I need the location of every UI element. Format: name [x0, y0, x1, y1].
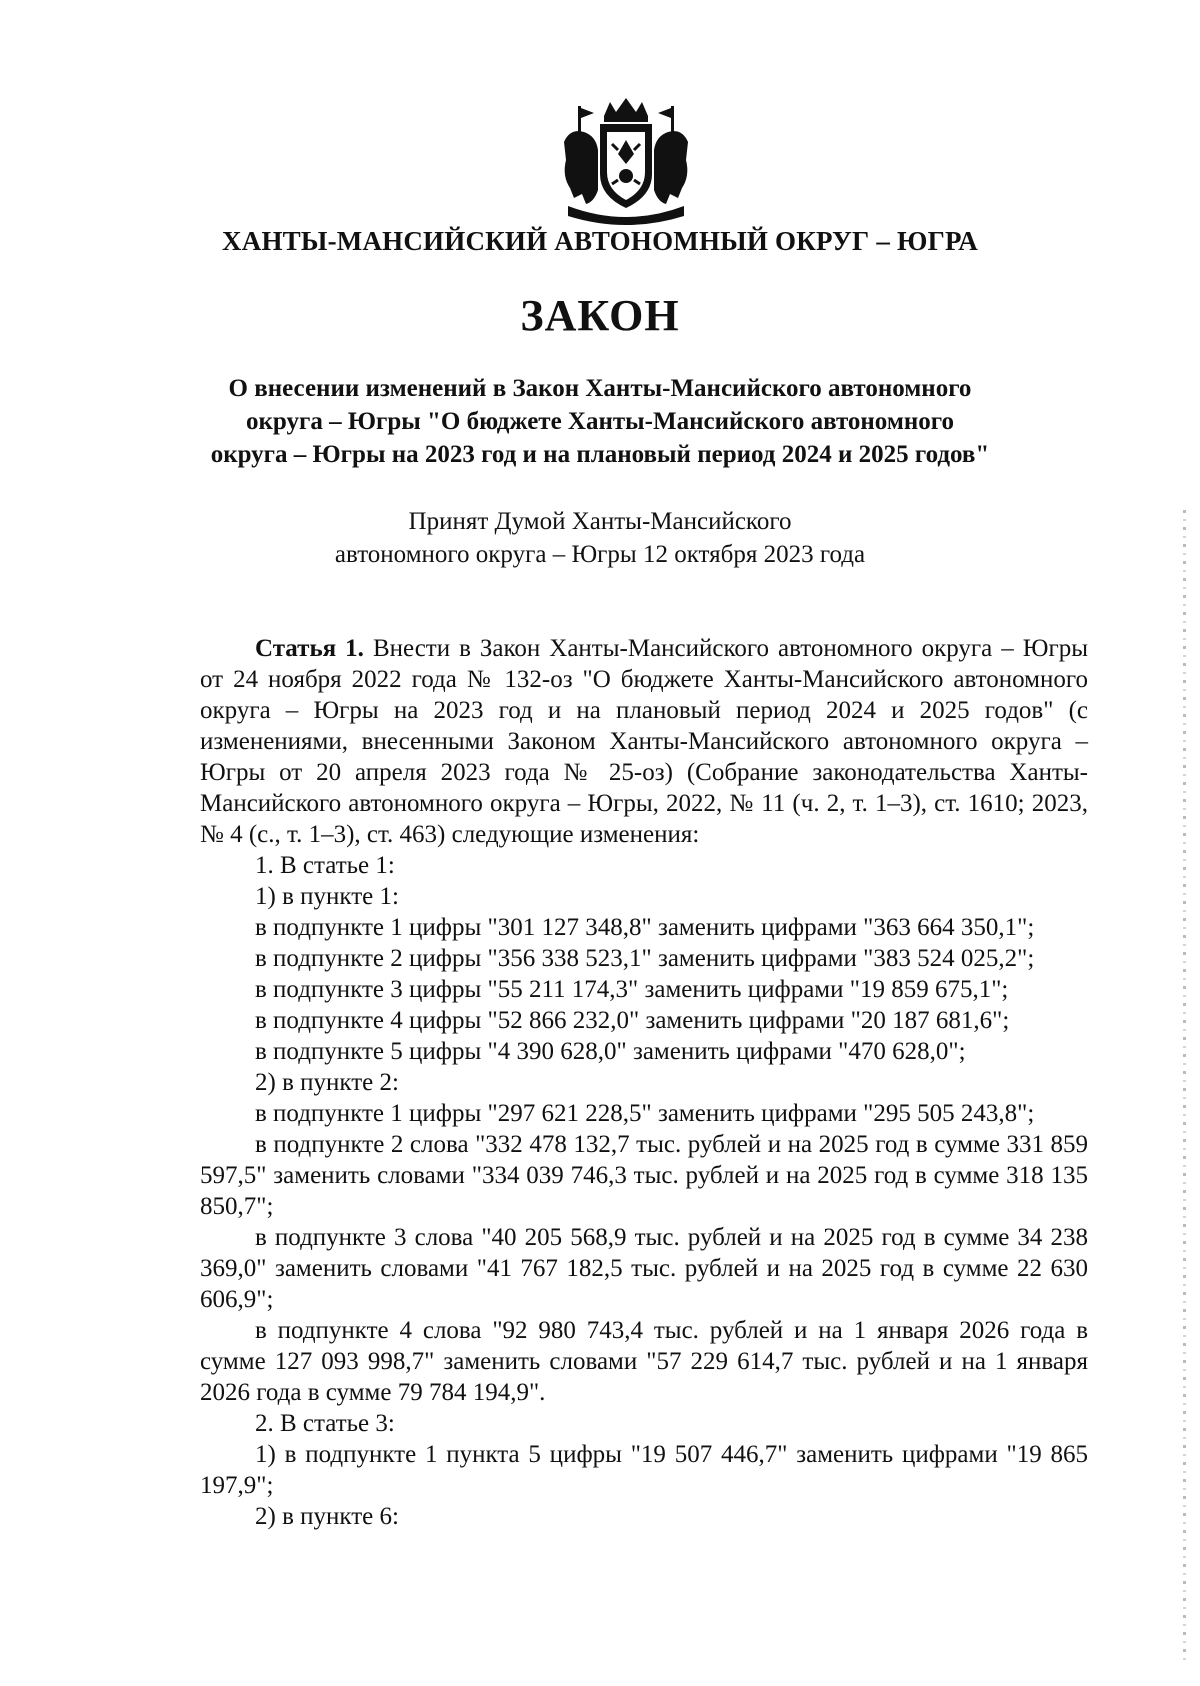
list-item: в подпункте 1 цифры "297 621 228,5" заменить цифрами "295 505 243,8";: [255, 1100, 1035, 1127]
adoption-line: автономного округа – Югры 12 октября 2023 года: [334, 541, 866, 568]
list-item: 2) в пункте 6:: [255, 1503, 399, 1530]
adoption-line: Принят Думой Ханты-Мансийского: [408, 508, 792, 535]
article-paragraph: [200, 633, 1088, 850]
amendment-paragraph: в подпункте 3 слова "40 205 568,9 тыс. рублей и на 2025 год в сумме 34 238 369,0" заменить словами "41 767 182,5 тыс. рублей и на 2025 год в сумме 22 630 606,9";: [200, 1224, 1088, 1313]
region-heading: ХАНТЫ-МАНСИЙСКИЙ АВТОНОМНЫЙ ОКРУГ – ЮГРА: [222, 226, 978, 256]
coat-of-arms-icon: [560, 98, 692, 226]
list-item: в подпункте 4 цифры "52 866 232,0" заменить цифрами "20 187 681,6";: [255, 1007, 1010, 1034]
list-item: в подпункте 2 цифры "356 338 523,1" заменить цифрами "383 524 025,2";: [255, 945, 1035, 972]
adoption-note: [0, 505, 1200, 571]
list-item: 1. В статье 1:: [255, 852, 395, 879]
law-title-line: округа – Югры "О бюджете Ханты-Мансийского автономного: [246, 408, 954, 435]
list-item: 2) в пункте 2:: [255, 1069, 399, 1096]
law-body: [200, 633, 1088, 1532]
amendment-paragraph: в подпункте 4 слова "92 980 743,4 тыс. рублей и на 1 января 2026 года в сумме 127 093 998,7" заменить словами "57 229 614,7 тыс. рублей и на 1 января 2026 года в сумме 79 784 194,9".: [200, 1317, 1088, 1406]
scan-edge-artifact: [1183, 510, 1186, 1660]
law-title: [0, 372, 1200, 471]
amendment-paragraph: 1) в подпункте 1 пункта 5 цифры "19 507 446,7" заменить цифрами "19 865 197,9";: [200, 1441, 1088, 1499]
article-label: Статья 1.: [255, 635, 364, 662]
list-item: 1) в пункте 1:: [255, 883, 399, 910]
amendment-paragraph: в подпункте 2 слова "332 478 132,7 тыс. рублей и на 2025 год в сумме 331 859 597,5" заменить словами "334 039 746,3 тыс. рублей и на 2025 год в сумме 318 135 850,7";: [200, 1131, 1088, 1220]
list-item: в подпункте 1 цифры "301 127 348,8" заменить цифрами "363 664 350,1";: [255, 914, 1035, 941]
law-title-line: округа – Югры на 2023 год и на плановый период 2024 и 2025 годов": [210, 441, 990, 468]
list-item: в подпункте 3 цифры "55 211 174,3" заменить цифрами "19 859 675,1";: [255, 976, 1009, 1003]
section-heading: 2. В статье 3:: [255, 1410, 395, 1437]
document-type: ЗАКОН: [520, 291, 680, 340]
article-text: Внести в Закон Ханты-Мансийского автономного округа – Югры от 24 ноября 2022 года № 132-оз "О бюджете Ханты-Мансийского автономного округа – Югры на 2023 год и на плановый период 2024 и 2025 годов" (с изменениями, внесенными Законом Ханты-Мансийского автономного округа – Югры от 20 апреля 2023 года № 25-оз) (Собрание законодательства Ханты-Мансийского автономного округа – Югры, 2022, № 11 (ч. 2, т. 1–3), ст. 1610; 2023, № 4 (с., т. 1–3), ст. 463) следующие изменения:: [200, 635, 1088, 848]
law-title-line: О внесении изменений в Закон Ханты-Мансийского автономного: [228, 375, 972, 402]
list-item: в подпункте 5 цифры "4 390 628,0" заменить цифрами "470 628,0";: [255, 1038, 966, 1065]
